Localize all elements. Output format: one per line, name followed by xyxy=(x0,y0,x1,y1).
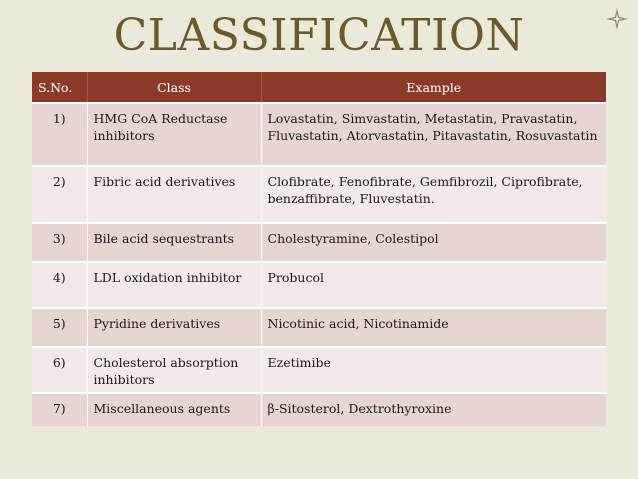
cell-sno: 6) xyxy=(32,347,87,393)
cell-example: Ezetimibe xyxy=(261,347,606,393)
cell-sno: 7) xyxy=(32,393,87,426)
cell-class: HMG CoA Reductase inhibitors xyxy=(87,103,261,166)
slide-title: CLASSIFICATION xyxy=(113,10,525,61)
table-row xyxy=(32,262,606,308)
cell-sno: 4) xyxy=(32,262,87,308)
cell-example: β-Sitosterol, Dextrothyroxine xyxy=(261,393,606,426)
cell-example: Clofibrate, Fenofibrate, Gemfibrozil, Ciprofibrate, benzaffibrate, Fluvestatin. xyxy=(261,166,606,223)
header-example: Example xyxy=(261,72,606,103)
cell-class: Miscellaneous agents xyxy=(87,393,261,426)
cell-example: Probucol xyxy=(261,262,606,308)
table-row xyxy=(32,393,606,426)
cell-class: Pyridine derivatives xyxy=(87,308,261,347)
cell-class: Bile acid sequestrants xyxy=(87,223,261,262)
table-row xyxy=(32,347,606,393)
table-row xyxy=(32,308,606,347)
cell-example: Nicotinic acid, Nicotinamide xyxy=(261,308,606,347)
cell-example: Cholestyramine, Colestipol xyxy=(261,223,606,262)
cell-class: Fibric acid derivatives xyxy=(87,166,261,223)
cell-sno: 5) xyxy=(32,308,87,347)
cell-sno: 2) xyxy=(32,166,87,223)
cell-class: LDL oxidation inhibitor xyxy=(87,262,261,308)
cell-example: Lovastatin, Simvastatin, Metastatin, Pravastatin, Fluvastatin, Atorvastatin, Pitavastatin, Rosuvastatin xyxy=(261,103,606,166)
four-point-star-ornament-icon xyxy=(606,8,628,30)
classification-table-container xyxy=(32,72,606,426)
table-header-row xyxy=(32,72,606,103)
cell-sno: 1) xyxy=(32,103,87,166)
cell-sno: 3) xyxy=(32,223,87,262)
table-row xyxy=(32,223,606,262)
classification-table xyxy=(32,72,606,426)
header-sno: S.No. xyxy=(32,72,87,103)
header-class: Class xyxy=(87,72,261,103)
table-row xyxy=(32,103,606,166)
table-row xyxy=(32,166,606,223)
cell-class: Cholesterol absorption inhibitors xyxy=(87,347,261,393)
